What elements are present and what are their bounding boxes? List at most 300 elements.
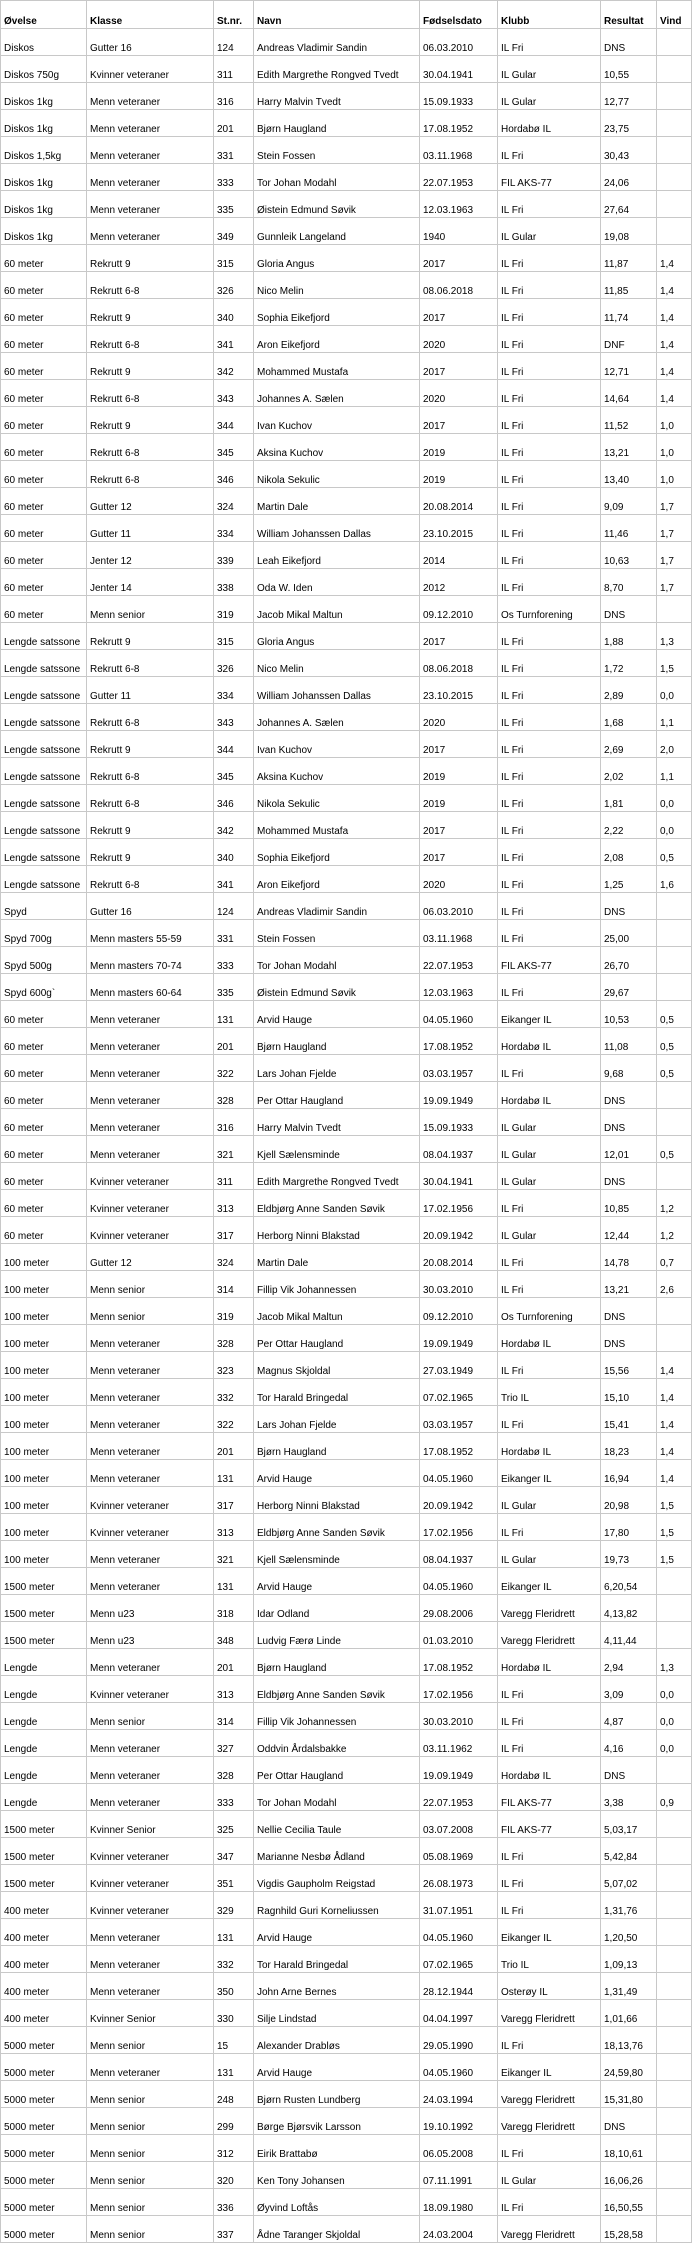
cell-ovelse: 5000 meter: [1, 2054, 87, 2081]
cell-fodselsdato: 2019: [420, 785, 498, 812]
cell-klasse: Menn veteraner: [87, 1541, 214, 1568]
cell-fodselsdato: 12.03.1963: [420, 191, 498, 218]
cell-resultat: 19,08: [601, 218, 657, 245]
cell-klasse: Menn masters 70-74: [87, 947, 214, 974]
cell-stnr: 316: [214, 1109, 254, 1136]
cell-stnr: 313: [214, 1190, 254, 1217]
cell-ovelse: Lengde satssone: [1, 866, 87, 893]
cell-vind: [657, 1946, 692, 1973]
cell-klasse: Menn masters 55-59: [87, 920, 214, 947]
cell-resultat: 27,64: [601, 191, 657, 218]
header-fodselsdato: Fødselsdato: [420, 1, 498, 29]
cell-stnr: 248: [214, 2081, 254, 2108]
cell-resultat: 1,20,50: [601, 1919, 657, 1946]
cell-navn: William Johanssen Dallas: [254, 677, 420, 704]
cell-klubb: IL Fri: [498, 1838, 601, 1865]
cell-navn: Mohammed Mustafa: [254, 353, 420, 380]
table-row: [1, 1109, 692, 1136]
cell-ovelse: 60 meter: [1, 245, 87, 272]
cell-klasse: Rekrutt 6-8: [87, 650, 214, 677]
cell-klasse: Kvinner veteraner: [87, 1838, 214, 1865]
cell-klasse: Menn veteraner: [87, 1784, 214, 1811]
cell-klasse: Gutter 12: [87, 488, 214, 515]
cell-vind: [657, 1325, 692, 1352]
cell-stnr: 313: [214, 1676, 254, 1703]
cell-navn: Aksina Kuchov: [254, 758, 420, 785]
cell-ovelse: 1500 meter: [1, 1595, 87, 1622]
cell-klubb: IL Fri: [498, 812, 601, 839]
cell-klubb: IL Fri: [498, 920, 601, 947]
cell-klubb: IL Fri: [498, 2189, 601, 2216]
cell-vind: 1,4: [657, 353, 692, 380]
table-row: [1, 488, 692, 515]
cell-klasse: Rekrutt 6-8: [87, 380, 214, 407]
cell-klasse: Rekrutt 9: [87, 353, 214, 380]
cell-resultat: DNS: [601, 893, 657, 920]
cell-stnr: 345: [214, 434, 254, 461]
cell-fodselsdato: 31.07.1951: [420, 1892, 498, 1919]
cell-klasse: Kvinner veteraner: [87, 1217, 214, 1244]
cell-vind: [657, 1919, 692, 1946]
cell-fodselsdato: 19.09.1949: [420, 1325, 498, 1352]
cell-klubb: Hordabø IL: [498, 1028, 601, 1055]
table-row: [1, 191, 692, 218]
cell-stnr: 350: [214, 1973, 254, 2000]
cell-navn: Gloria Angus: [254, 245, 420, 272]
cell-navn: Fillip Vik Johannessen: [254, 1271, 420, 1298]
cell-resultat: 25,00: [601, 920, 657, 947]
cell-navn: Per Ottar Haugland: [254, 1757, 420, 1784]
cell-resultat: 2,22: [601, 812, 657, 839]
table-body: [1, 29, 692, 2243]
cell-navn: Eirik Brattabø: [254, 2135, 420, 2162]
cell-ovelse: 5000 meter: [1, 2162, 87, 2189]
cell-navn: Oddvin Årdalsbakke: [254, 1730, 420, 1757]
cell-ovelse: 60 meter: [1, 461, 87, 488]
cell-klubb: FIL AKS-77: [498, 164, 601, 191]
cell-navn: Bjørn Haugland: [254, 1433, 420, 1460]
cell-ovelse: 60 meter: [1, 1001, 87, 1028]
cell-fodselsdato: 24.03.1994: [420, 2081, 498, 2108]
table-row: [1, 1136, 692, 1163]
header-row: [1, 1, 692, 29]
cell-ovelse: 5000 meter: [1, 2027, 87, 2054]
cell-resultat: 1,68: [601, 704, 657, 731]
cell-vind: [657, 191, 692, 218]
cell-fodselsdato: 1940: [420, 218, 498, 245]
cell-navn: Nico Melin: [254, 272, 420, 299]
cell-stnr: 328: [214, 1082, 254, 1109]
cell-klubb: IL Fri: [498, 677, 601, 704]
cell-navn: Bjørn Rusten Lundberg: [254, 2081, 420, 2108]
cell-fodselsdato: 06.05.2008: [420, 2135, 498, 2162]
cell-fodselsdato: 2017: [420, 839, 498, 866]
cell-vind: 1,4: [657, 380, 692, 407]
cell-vind: [657, 1109, 692, 1136]
cell-klubb: FIL AKS-77: [498, 1784, 601, 1811]
cell-ovelse: 100 meter: [1, 1460, 87, 1487]
cell-stnr: 315: [214, 245, 254, 272]
cell-klasse: Menn veteraner: [87, 2054, 214, 2081]
cell-klasse: Kvinner Senior: [87, 1811, 214, 1838]
cell-fodselsdato: 2019: [420, 461, 498, 488]
cell-resultat: 5,07,02: [601, 1865, 657, 1892]
cell-vind: [657, 2027, 692, 2054]
header-navn: Navn: [254, 1, 420, 29]
table-row: [1, 1892, 692, 1919]
cell-klasse: Menn u23: [87, 1622, 214, 1649]
cell-klubb: IL Fri: [498, 137, 601, 164]
cell-stnr: 334: [214, 515, 254, 542]
cell-ovelse: Diskos 1kg: [1, 218, 87, 245]
cell-stnr: 342: [214, 353, 254, 380]
cell-vind: [657, 2081, 692, 2108]
cell-stnr: 331: [214, 920, 254, 947]
cell-navn: Jacob Mikal Maltun: [254, 596, 420, 623]
cell-ovelse: 1500 meter: [1, 1622, 87, 1649]
cell-ovelse: Lengde satssone: [1, 812, 87, 839]
cell-stnr: 332: [214, 1379, 254, 1406]
cell-resultat: 2,02: [601, 758, 657, 785]
cell-navn: Alexander Drabløs: [254, 2027, 420, 2054]
cell-ovelse: 100 meter: [1, 1406, 87, 1433]
cell-stnr: 331: [214, 137, 254, 164]
cell-vind: 1,2: [657, 1217, 692, 1244]
cell-fodselsdato: 30.04.1941: [420, 56, 498, 83]
cell-stnr: 332: [214, 1946, 254, 1973]
cell-klubb: IL Gular: [498, 2162, 601, 2189]
cell-ovelse: 5000 meter: [1, 2135, 87, 2162]
cell-fodselsdato: 30.03.2010: [420, 1703, 498, 1730]
table-row: [1, 1595, 692, 1622]
cell-resultat: 16,50,55: [601, 2189, 657, 2216]
table-row: [1, 1352, 692, 1379]
table-row: [1, 2108, 692, 2135]
cell-ovelse: 60 meter: [1, 1163, 87, 1190]
cell-ovelse: Spyd: [1, 893, 87, 920]
cell-vind: [657, 137, 692, 164]
cell-fodselsdato: 19.09.1949: [420, 1757, 498, 1784]
cell-klasse: Menn veteraner: [87, 1406, 214, 1433]
cell-vind: 0,5: [657, 1055, 692, 1082]
cell-ovelse: 60 meter: [1, 272, 87, 299]
cell-ovelse: 100 meter: [1, 1271, 87, 1298]
cell-fodselsdato: 08.04.1937: [420, 1541, 498, 1568]
cell-klubb: IL Gular: [498, 56, 601, 83]
cell-resultat: DNF: [601, 326, 657, 353]
cell-klasse: Gutter 11: [87, 677, 214, 704]
cell-klubb: Hordabø IL: [498, 1082, 601, 1109]
table-row: [1, 1055, 692, 1082]
cell-ovelse: 100 meter: [1, 1541, 87, 1568]
cell-stnr: 348: [214, 1622, 254, 1649]
cell-vind: 1,1: [657, 704, 692, 731]
cell-vind: [657, 2189, 692, 2216]
cell-stnr: 319: [214, 1298, 254, 1325]
cell-resultat: 16,06,26: [601, 2162, 657, 2189]
cell-stnr: 349: [214, 218, 254, 245]
cell-resultat: 10,55: [601, 56, 657, 83]
cell-fodselsdato: 04.05.1960: [420, 1460, 498, 1487]
table-row: [1, 1784, 692, 1811]
cell-vind: [657, 2000, 692, 2027]
cell-resultat: 11,46: [601, 515, 657, 542]
cell-ovelse: 60 meter: [1, 1028, 87, 1055]
cell-klasse: Rekrutt 6-8: [87, 272, 214, 299]
cell-resultat: 11,74: [601, 299, 657, 326]
cell-vind: 0,0: [657, 812, 692, 839]
cell-ovelse: 100 meter: [1, 1352, 87, 1379]
cell-navn: Herborg Ninni Blakstad: [254, 1487, 420, 1514]
table-row: [1, 1271, 692, 1298]
cell-resultat: 15,10: [601, 1379, 657, 1406]
cell-stnr: 333: [214, 1784, 254, 1811]
cell-ovelse: 60 meter: [1, 569, 87, 596]
cell-vind: 1,0: [657, 461, 692, 488]
cell-fodselsdato: 06.03.2010: [420, 893, 498, 920]
table-row: [1, 29, 692, 56]
cell-resultat: 3,09: [601, 1676, 657, 1703]
table-row: [1, 623, 692, 650]
cell-klasse: Jenter 14: [87, 569, 214, 596]
cell-klubb: IL Fri: [498, 1730, 601, 1757]
cell-vind: 1,7: [657, 515, 692, 542]
cell-fodselsdato: 30.04.1941: [420, 1163, 498, 1190]
cell-resultat: 1,88: [601, 623, 657, 650]
cell-fodselsdato: 04.05.1960: [420, 1919, 498, 1946]
cell-fodselsdato: 2017: [420, 731, 498, 758]
header-klasse: Klasse: [87, 1, 214, 29]
cell-navn: Vigdis Gaupholm Reigstad: [254, 1865, 420, 1892]
cell-stnr: 326: [214, 272, 254, 299]
cell-navn: Ken Tony Johansen: [254, 2162, 420, 2189]
cell-resultat: 1,09,13: [601, 1946, 657, 1973]
cell-stnr: 201: [214, 1028, 254, 1055]
cell-resultat: 9,09: [601, 488, 657, 515]
cell-stnr: 15: [214, 2027, 254, 2054]
cell-navn: Andreas Vladimir Sandin: [254, 29, 420, 56]
table-row: [1, 1730, 692, 1757]
cell-ovelse: Lengde: [1, 1703, 87, 1730]
cell-ovelse: 60 meter: [1, 515, 87, 542]
cell-resultat: DNS: [601, 1109, 657, 1136]
cell-fodselsdato: 24.03.2004: [420, 2216, 498, 2243]
cell-klubb: IL Fri: [498, 2027, 601, 2054]
cell-vind: 0,5: [657, 839, 692, 866]
cell-klasse: Menn veteraner: [87, 1325, 214, 1352]
cell-ovelse: Diskos: [1, 29, 87, 56]
cell-stnr: 316: [214, 83, 254, 110]
table-row: [1, 380, 692, 407]
cell-vind: 2,0: [657, 731, 692, 758]
cell-klasse: Menn veteraner: [87, 1001, 214, 1028]
cell-vind: [657, 29, 692, 56]
cell-fodselsdato: 2017: [420, 299, 498, 326]
cell-klubb: FIL AKS-77: [498, 947, 601, 974]
cell-resultat: 18,23: [601, 1433, 657, 1460]
cell-klasse: Menn veteraner: [87, 1919, 214, 1946]
cell-resultat: 2,08: [601, 839, 657, 866]
cell-resultat: 3,38: [601, 1784, 657, 1811]
cell-stnr: 131: [214, 1919, 254, 1946]
table-row: [1, 83, 692, 110]
cell-navn: Øistein Edmund Søvik: [254, 974, 420, 1001]
cell-navn: Tor Johan Modahl: [254, 164, 420, 191]
cell-stnr: 344: [214, 407, 254, 434]
cell-stnr: 328: [214, 1757, 254, 1784]
cell-klasse: Rekrutt 9: [87, 839, 214, 866]
cell-klasse: Rekrutt 6-8: [87, 785, 214, 812]
table-row: [1, 164, 692, 191]
cell-klasse: Kvinner Senior: [87, 2000, 214, 2027]
cell-navn: Sophia Eikefjord: [254, 299, 420, 326]
cell-klubb: IL Fri: [498, 326, 601, 353]
cell-resultat: 10,53: [601, 1001, 657, 1028]
table-row: [1, 704, 692, 731]
cell-fodselsdato: 27.03.1949: [420, 1352, 498, 1379]
cell-ovelse: 100 meter: [1, 1514, 87, 1541]
cell-klasse: Menn veteraner: [87, 1109, 214, 1136]
cell-ovelse: 100 meter: [1, 1325, 87, 1352]
cell-stnr: 337: [214, 2216, 254, 2243]
cell-klasse: Menn veteraner: [87, 110, 214, 137]
cell-navn: Stein Fossen: [254, 920, 420, 947]
cell-fodselsdato: 07.02.1965: [420, 1379, 498, 1406]
cell-klubb: Os Turnforening: [498, 1298, 601, 1325]
cell-stnr: 313: [214, 1514, 254, 1541]
cell-fodselsdato: 03.03.1957: [420, 1055, 498, 1082]
cell-fodselsdato: 28.12.1944: [420, 1973, 498, 2000]
cell-stnr: 131: [214, 1568, 254, 1595]
table-row: [1, 1757, 692, 1784]
cell-ovelse: Lengde: [1, 1676, 87, 1703]
cell-navn: Ådne Taranger Skjoldal: [254, 2216, 420, 2243]
cell-fodselsdato: 17.02.1956: [420, 1676, 498, 1703]
table-row: [1, 2027, 692, 2054]
table-row: [1, 1919, 692, 1946]
cell-fodselsdato: 2014: [420, 542, 498, 569]
cell-fodselsdato: 2012: [420, 569, 498, 596]
cell-vind: 1,3: [657, 1649, 692, 1676]
cell-fodselsdato: 03.03.1957: [420, 1406, 498, 1433]
table-row: [1, 1865, 692, 1892]
cell-resultat: DNS: [601, 1298, 657, 1325]
cell-navn: Børge Bjørsvik Larsson: [254, 2108, 420, 2135]
cell-ovelse: 1500 meter: [1, 1838, 87, 1865]
cell-resultat: 4,16: [601, 1730, 657, 1757]
cell-ovelse: 60 meter: [1, 1109, 87, 1136]
cell-navn: Øyvind Loftås: [254, 2189, 420, 2216]
cell-navn: Eldbjørg Anne Sanden Søvik: [254, 1514, 420, 1541]
cell-resultat: 12,01: [601, 1136, 657, 1163]
cell-resultat: DNS: [601, 1082, 657, 1109]
cell-stnr: 338: [214, 569, 254, 596]
cell-klubb: IL Gular: [498, 1217, 601, 1244]
cell-klasse: Menn senior: [87, 2081, 214, 2108]
table-row: [1, 2135, 692, 2162]
cell-stnr: 323: [214, 1352, 254, 1379]
cell-vind: 0,0: [657, 1676, 692, 1703]
cell-ovelse: Diskos 1kg: [1, 164, 87, 191]
cell-klubb: IL Fri: [498, 1892, 601, 1919]
cell-ovelse: Spyd 500g: [1, 947, 87, 974]
cell-stnr: 311: [214, 1163, 254, 1190]
cell-klubb: IL Fri: [498, 623, 601, 650]
cell-klubb: Hordabø IL: [498, 1325, 601, 1352]
cell-fodselsdato: 04.05.1960: [420, 2054, 498, 2081]
cell-resultat: 12,77: [601, 83, 657, 110]
cell-navn: Sophia Eikefjord: [254, 839, 420, 866]
cell-ovelse: Lengde satssone: [1, 677, 87, 704]
cell-vind: [657, 1892, 692, 1919]
cell-ovelse: 60 meter: [1, 596, 87, 623]
cell-klubb: Trio IL: [498, 1379, 601, 1406]
cell-klasse: Menn senior: [87, 1298, 214, 1325]
cell-klasse: Rekrutt 6-8: [87, 461, 214, 488]
cell-ovelse: Diskos 1kg: [1, 110, 87, 137]
cell-stnr: 317: [214, 1487, 254, 1514]
cell-stnr: 330: [214, 2000, 254, 2027]
cell-ovelse: 60 meter: [1, 434, 87, 461]
cell-vind: 0,0: [657, 1730, 692, 1757]
cell-ovelse: Lengde: [1, 1730, 87, 1757]
cell-fodselsdato: 23.10.2015: [420, 515, 498, 542]
header-ovelse: Øvelse: [1, 1, 87, 29]
cell-klubb: Varegg Fleridrett: [498, 2081, 601, 2108]
cell-klubb: IL Gular: [498, 1487, 601, 1514]
cell-klubb: IL Gular: [498, 83, 601, 110]
cell-navn: Nikola Sekulic: [254, 785, 420, 812]
cell-klubb: Os Turnforening: [498, 596, 601, 623]
table-row: [1, 1298, 692, 1325]
cell-vind: 0,9: [657, 1784, 692, 1811]
cell-fodselsdato: 03.11.1968: [420, 137, 498, 164]
cell-stnr: 341: [214, 326, 254, 353]
table-row: [1, 893, 692, 920]
cell-ovelse: Diskos 750g: [1, 56, 87, 83]
cell-klubb: Osterøy IL: [498, 1973, 601, 2000]
cell-resultat: 12,44: [601, 1217, 657, 1244]
cell-klubb: IL Gular: [498, 1109, 601, 1136]
cell-ovelse: Spyd 700g: [1, 920, 87, 947]
cell-stnr: 344: [214, 731, 254, 758]
cell-fodselsdato: 08.06.2018: [420, 272, 498, 299]
cell-klubb: IL Fri: [498, 353, 601, 380]
cell-vind: 1,1: [657, 758, 692, 785]
cell-stnr: 347: [214, 1838, 254, 1865]
cell-vind: 0,7: [657, 1244, 692, 1271]
table-row: [1, 1190, 692, 1217]
cell-klubb: Hordabø IL: [498, 1433, 601, 1460]
cell-klasse: Kvinner veteraner: [87, 1865, 214, 1892]
cell-klubb: IL Fri: [498, 785, 601, 812]
table-row: [1, 272, 692, 299]
cell-vind: 1,5: [657, 1487, 692, 1514]
cell-klubb: IL Fri: [498, 731, 601, 758]
cell-stnr: 346: [214, 461, 254, 488]
cell-vind: 1,6: [657, 866, 692, 893]
cell-klasse: Menn veteraner: [87, 164, 214, 191]
cell-fodselsdato: 01.03.2010: [420, 1622, 498, 1649]
cell-klubb: IL Fri: [498, 1676, 601, 1703]
cell-resultat: 15,56: [601, 1352, 657, 1379]
cell-ovelse: Lengde: [1, 1649, 87, 1676]
table-row: [1, 434, 692, 461]
table-row: [1, 515, 692, 542]
cell-klubb: IL Fri: [498, 866, 601, 893]
cell-stnr: 131: [214, 1460, 254, 1487]
table-row: [1, 1082, 692, 1109]
